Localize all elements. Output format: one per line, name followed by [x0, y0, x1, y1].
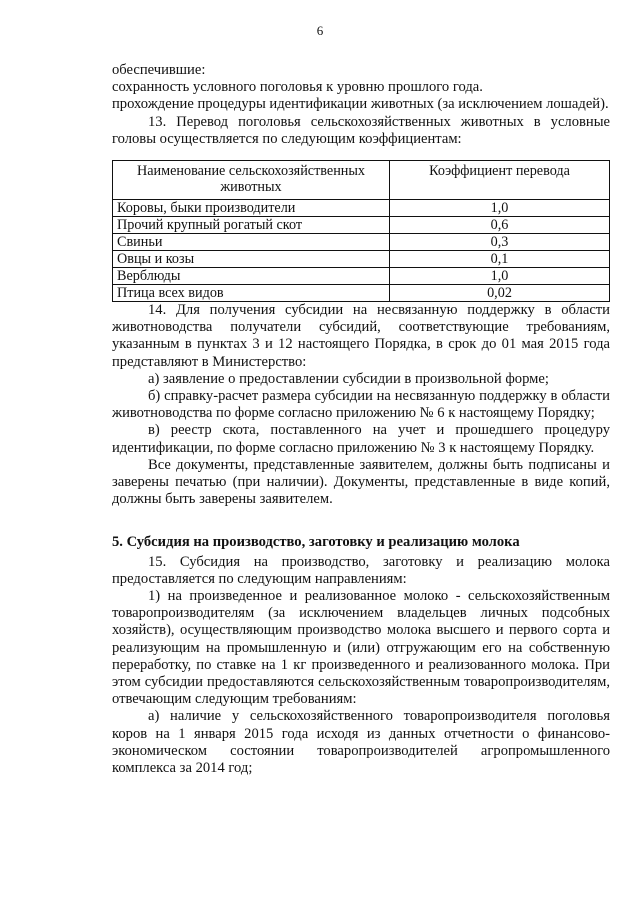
paragraph: 14. Для получения субсидии на несвязанную поддержку в области животноводства получатели субсидий, соответствующие требованиям, указанным в пунктах 3 и 12 настоящего Порядка, в срок до 01 мая 2015 года представляют в Министерство:: [112, 302, 610, 370]
paragraph: 13. Перевод поголовья сельскохозяйственных животных в условные головы осуществляется по следующим коэффициентам:: [112, 113, 610, 147]
table-cell-coefficient: 0,02: [390, 285, 610, 302]
table-row: [113, 251, 610, 268]
paragraph: в) реестр скота, поставленного на учет и прошедшего процедуру идентификации, по форме согласно приложению № 3 к настоящему Порядку.: [112, 422, 610, 456]
table-cell-coefficient: 0,1: [390, 251, 610, 268]
coefficient-table: [112, 160, 610, 302]
table-row: [113, 234, 610, 251]
table-header-row: [113, 161, 610, 200]
table-cell-coefficient: 0,6: [390, 217, 610, 234]
paragraph: а) наличие у сельскохозяйственного товаропроизводителя поголовья коров на 1 января 2015 года исходя из данных отчетности о финансово-экономическом состоянии товаропроизводителей агропромышленного комплекса за 2014 год;: [112, 708, 610, 777]
table-cell-coefficient: 1,0: [390, 200, 610, 217]
table-cell-animal: Овцы и козы: [113, 251, 390, 268]
page-number: 6: [316, 23, 324, 38]
column-header-coefficient: Коэффициент перевода: [390, 161, 610, 200]
column-header-animals: Наименование сельскохозяйственных животных: [113, 161, 390, 200]
paragraph: обеспечившие:: [112, 62, 206, 78]
paragraph: 15. Субсидия на производство, заготовку и реализацию молока предоставляется по следующим направлениям:: [112, 553, 610, 587]
paragraph: 1) на произведенное и реализованное молоко - сельскохозяйственным товаропроизводителям (за исключением владельцев личных подсобных хозяйств), осуществляющим производство молока высшего и первого сорта и реализующим на промышленную и (или) отгружающим его на собственную переработку, по ставке на 1 кг произведенного и реализованного молока. При этом субсидии предоставляются сельскохозяйственным товаропроизводителям, отвечающим следующим требованиям:: [112, 588, 610, 708]
document-body: [112, 62, 610, 777]
table-row: [113, 268, 610, 285]
table-cell-coefficient: 1,0: [390, 268, 610, 285]
table-row: [113, 285, 610, 302]
paragraph: прохождение процедуры идентификации животных (за исключением лошадей).: [112, 96, 609, 113]
table-cell-animal: Прочий крупный рогатый скот: [113, 217, 390, 234]
table-cell-animal: Птица всех видов: [113, 285, 390, 302]
section-heading: 5. Субсидия на производство, заготовку и реализацию молока: [112, 534, 520, 551]
table-row: [113, 217, 610, 234]
paragraph: а) заявление о предоставлении субсидии в произвольной форме;: [148, 370, 549, 387]
table-cell-coefficient: 0,3: [390, 234, 610, 251]
table-row: [113, 200, 610, 217]
paragraph: б) справку-расчет размера субсидии на несвязанную поддержку в области животноводства по форме согласно приложению № 6 к настоящему Порядку;: [112, 388, 610, 422]
paragraph: сохранность условного поголовья к уровню прошлого года.: [112, 79, 483, 96]
table-cell-animal: Коровы, быки производители: [113, 200, 390, 217]
table-cell-animal: Свиньи: [113, 234, 390, 251]
table-cell-animal: Верблюды: [113, 268, 390, 285]
paragraph: Все документы, представленные заявителем, должны быть подписаны и заверены печатью (при наличии). Документы, представленные в виде копий, должны быть заверены заявителем.: [112, 456, 610, 508]
